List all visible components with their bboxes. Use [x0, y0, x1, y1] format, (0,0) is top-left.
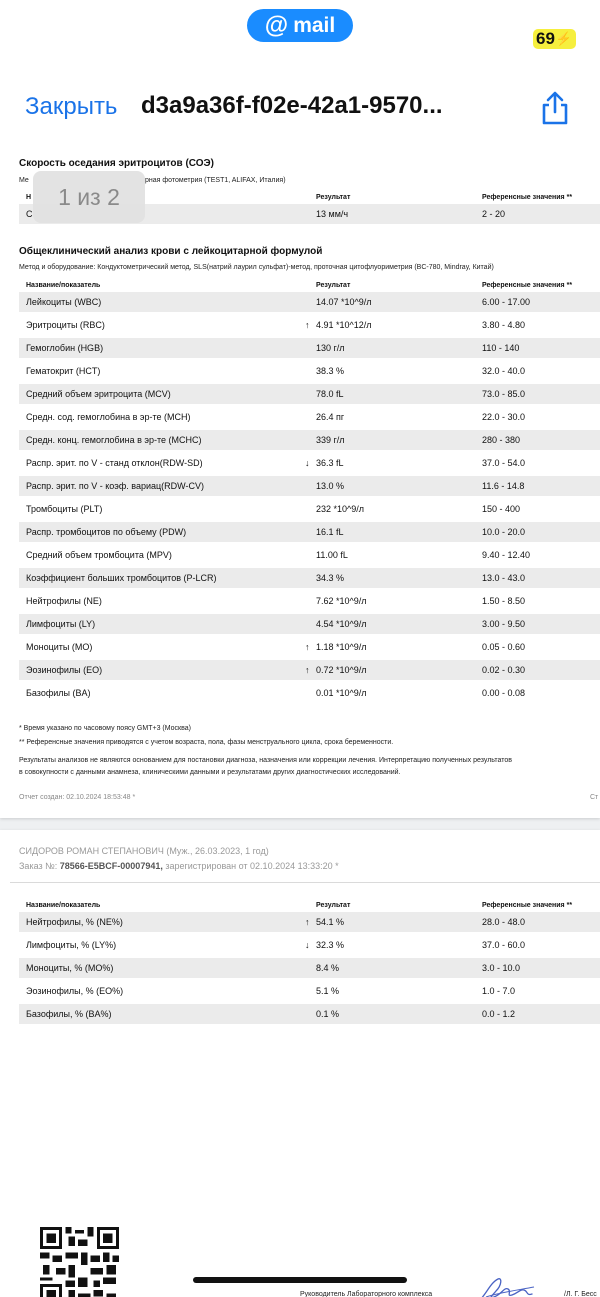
row-result: 0.1 % — [316, 1009, 340, 1019]
row-reference: 11.6 - 14.8 — [482, 481, 525, 491]
signer-title: Руководитель Лабораторного комплекса — [300, 1291, 433, 1297]
row-name: Средн. сод. гемоглобина в эр-те (MCH) — [26, 412, 191, 422]
share-icon[interactable] — [537, 90, 573, 126]
table-row — [19, 614, 600, 634]
status-bar — [0, 0, 600, 60]
row-name: Базофилы, % (BA%) — [26, 1009, 112, 1019]
row-result: 4.91 *10^12/л — [316, 320, 372, 330]
cbc-method: Метод и оборудование: Кондуктометрический метод, SLS(натрий лаурил сульфат)-метод, проточная цитофлуориметрия (BC-780, Mindray, Китай) — [19, 264, 494, 271]
header-reference: Референсные значения ** — [482, 194, 573, 201]
disclaimer-line-1: Результаты анализов не являются основанием для постановки диагноза, назначения или коррекции лечения. Интерпретацию полученных результатов — [19, 757, 512, 764]
row-reference: 0.02 - 0.30 — [482, 665, 526, 675]
row-flag: ↑ — [305, 917, 310, 927]
row-name: Лимфоциты (LY) — [26, 619, 96, 629]
row-result: 1.18 *10^9/л — [316, 642, 367, 652]
reference-note: ** Референсные значения приводятся с учетом возраста, пола, фазы менструального цикла, срока беременности. — [19, 739, 394, 746]
row-name: Распр. тромбоцитов по объему (PDW) — [26, 527, 187, 537]
row-reference: 0.00 - 0.08 — [482, 688, 526, 698]
row-name: Моноциты (MO) — [26, 642, 93, 652]
row-name: Коэффициент больших тромбоцитов (P-LCR) — [26, 573, 217, 583]
mail-app-pill[interactable] — [247, 9, 353, 42]
table-row — [19, 935, 600, 955]
row-reference: 28.0 - 48.0 — [482, 917, 526, 927]
table-row — [19, 683, 600, 703]
mail-app-label: mail — [293, 13, 336, 37]
row-result: 11.00 fL — [316, 550, 348, 560]
row-reference: 73.0 - 85.0 — [482, 389, 526, 399]
table-row — [19, 591, 600, 611]
row-reference: 1.0 - 7.0 — [482, 986, 516, 996]
row-reference: 0.0 - 1.2 — [482, 1009, 516, 1019]
row-result: 38.3 % — [316, 366, 345, 376]
order-number: 78566-E5BCF-00007941, — [59, 861, 163, 871]
esr-method-prefix: Ме — [19, 177, 29, 184]
row-result: 232 *10^9/л — [316, 504, 365, 514]
table-row — [19, 1004, 600, 1024]
row-name: Гематокрит (HCT) — [26, 366, 101, 376]
row-result: 34.3 % — [316, 573, 345, 583]
row-reference: 3.00 - 9.50 — [482, 619, 526, 629]
row-name: Средний объем тромбоцита (MPV) — [26, 550, 172, 560]
header-result: Результат — [316, 282, 351, 289]
table-row — [19, 384, 600, 404]
row-name: Средний объем эритроцита (MCV) — [26, 389, 171, 399]
row-reference: 37.0 - 60.0 — [482, 940, 526, 950]
time-note: * Время указано по часовому поясу GMT+3 (Москва) — [19, 725, 191, 732]
table-row — [19, 453, 600, 473]
row-reference: 3.80 - 4.80 — [482, 320, 526, 330]
header-name: Название/показатель — [26, 282, 101, 289]
at-icon: @ — [264, 11, 289, 39]
document-title: d3a9a36f-f02e-42a1-9570... — [141, 92, 443, 119]
row-result: 4.54 *10^9/л — [316, 619, 367, 629]
row-name: Распр. эрит. по V - станд отклон(RDW-SD) — [26, 458, 203, 468]
header-name: Название/показатель — [26, 902, 101, 909]
cbc-table-header — [19, 280, 600, 292]
row-name: Моноциты, % (MO%) — [26, 963, 114, 973]
signer-name: /Л. Г. Бесс — [564, 1291, 597, 1297]
esr-method-suffix: рная фотометрия (TEST1, ALIFAX, Италия) — [145, 177, 286, 184]
table-row — [19, 499, 600, 519]
row-result: 16.1 fL — [316, 527, 344, 537]
disclaimer-line-2: в совокупности с данными анамнеза, клиническими данными и результатами других диагностических исследований. — [19, 769, 401, 776]
row-reference: 22.0 - 30.0 — [482, 412, 526, 422]
table-row — [19, 476, 600, 496]
row-reference: 280 - 380 — [482, 435, 521, 445]
header-name: Н — [26, 194, 32, 201]
table-row — [19, 430, 600, 450]
row-result: 54.1 % — [316, 917, 345, 927]
row-result: 0.72 *10^9/л — [316, 665, 367, 675]
order-prefix: Заказ №: — [19, 861, 60, 871]
row-reference: 10.0 - 20.0 — [482, 527, 526, 537]
row-result: 36.3 fL — [316, 458, 344, 468]
handwritten-signature — [472, 1275, 540, 1297]
row-name: Эритроциты (RBC) — [26, 320, 105, 330]
row-reference: 9.40 - 12.40 — [482, 550, 531, 560]
row-result: 0.01 *10^9/л — [316, 688, 367, 698]
esr-section-title: Скорость оседания эритроцитов (СОЭ) — [19, 158, 214, 169]
row-reference: 13.0 - 43.0 — [482, 573, 526, 583]
table-row — [19, 407, 600, 427]
page-number-cut: Ст — [590, 794, 599, 801]
row-reference: 0.05 - 0.60 — [482, 642, 526, 652]
row-name: С — [26, 209, 33, 219]
row-result: 26.4 пг — [316, 412, 345, 422]
row-reference: 32.0 - 40.0 — [482, 366, 526, 376]
row-result: 13.0 % — [316, 481, 345, 491]
home-indicator[interactable] — [193, 1277, 407, 1283]
document-viewer[interactable] — [0, 140, 600, 1297]
table-row — [19, 545, 600, 565]
row-name: Эозинофилы (EO) — [26, 665, 103, 675]
viewer-navbar — [0, 78, 600, 138]
row-name: Нейтрофилы, % (NE%) — [26, 917, 123, 927]
order-registered: зарегистрирован от 02.10.2024 13:33:20 * — [162, 861, 339, 871]
battery-level: 69 — [536, 29, 555, 48]
qr-code — [40, 1227, 119, 1297]
header-reference: Референсные значения ** — [482, 902, 573, 909]
table-row — [19, 568, 600, 588]
charging-bolt-icon: ⚡ — [555, 31, 573, 46]
row-reference: 1.50 - 8.50 — [482, 596, 526, 606]
cbc-section-title: Общеклинический анализ крови с лейкоцитарной формулой — [19, 246, 323, 257]
row-name: Лимфоциты, % (LY%) — [26, 940, 117, 950]
report-created: Отчет создан: 02.10.2024 18:53:48 * — [19, 794, 136, 801]
table-row — [19, 522, 600, 542]
row-name: Распр. эрит. по V - коэф. вариац(RDW-CV) — [26, 481, 204, 491]
pdf-page-2 — [0, 830, 600, 1297]
table-row — [19, 292, 600, 312]
row-name: Гемоглобин (HGB) — [26, 343, 104, 353]
row-flag: ↑ — [305, 665, 310, 675]
row-flag: ↓ — [305, 458, 310, 468]
table-row — [19, 361, 600, 381]
table-row — [19, 660, 600, 680]
row-reference: 6.00 - 17.00 — [482, 297, 531, 307]
row-name: Нейтрофилы (NE) — [26, 596, 102, 606]
row-reference: 150 - 400 — [482, 504, 521, 514]
row-reference: 2 - 20 — [482, 209, 506, 219]
diff-table-header — [19, 900, 600, 912]
row-result: 8.4 % — [316, 963, 340, 973]
row-flag: ↓ — [305, 940, 310, 950]
row-result: 13 мм/ч — [316, 209, 349, 219]
header-result: Результат — [316, 902, 351, 909]
row-result: 339 г/л — [316, 435, 345, 445]
row-result: 7.62 *10^9/л — [316, 596, 367, 606]
row-name: Лейкоциты (WBC) — [26, 297, 102, 307]
table-row — [19, 315, 600, 335]
header-reference: Референсные значения ** — [482, 282, 573, 289]
table-row — [19, 958, 600, 978]
page-indicator: 1 из 2 — [33, 171, 145, 223]
patient-info: СИДОРОВ РОМАН СТЕПАНОВИЧ (Муж., 26.03.2023, 1 год) — [19, 846, 269, 856]
row-result: 78.0 fL — [316, 389, 344, 399]
table-row — [19, 981, 600, 1001]
row-result: 14.07 *10^9/л — [316, 297, 372, 307]
row-name: Эозинофилы, % (EO%) — [26, 986, 124, 996]
table-row — [19, 338, 600, 358]
divider — [10, 882, 600, 883]
row-name: Средн. конц. гемоглобина в эр-те (MCHC) — [26, 435, 202, 445]
table-row — [19, 912, 600, 932]
row-result: 5.1 % — [316, 986, 340, 996]
pdf-page-1 — [0, 140, 600, 818]
row-reference: 37.0 - 54.0 — [482, 458, 526, 468]
row-name: Тромбоциты (PLT) — [26, 504, 103, 514]
order-info — [19, 861, 339, 871]
row-result: 32.3 % — [316, 940, 345, 950]
table-row — [19, 637, 600, 657]
battery-indicator — [533, 29, 576, 49]
row-flag: ↑ — [305, 642, 310, 652]
close-button[interactable]: Закрыть — [25, 93, 118, 120]
row-reference: 110 - 140 — [482, 343, 520, 353]
header-result: Результат — [316, 194, 351, 201]
row-reference: 3.0 - 10.0 — [482, 963, 521, 973]
row-flag: ↑ — [305, 320, 310, 330]
row-name: Базофилы (BA) — [26, 688, 91, 698]
row-result: 130 г/л — [316, 343, 345, 353]
